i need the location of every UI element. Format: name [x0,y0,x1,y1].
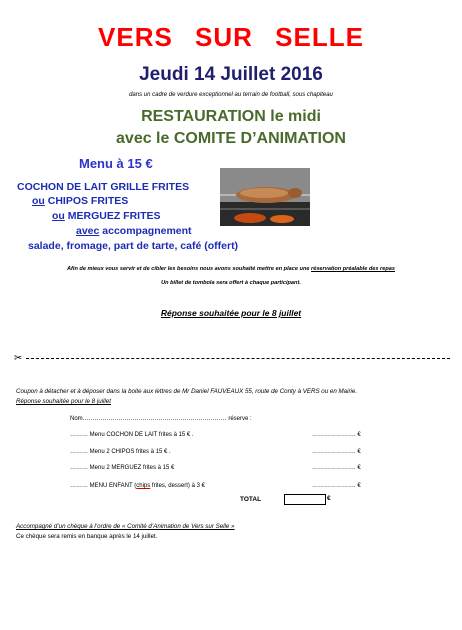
name-field[interactable]: Nom……………………………………………………………… réserve : [70,416,252,422]
amount-field-enfant[interactable]: …………………. € [312,483,361,489]
menu-or-label: ou [32,195,45,207]
menu-accompagnement-label: accompagnement [99,225,192,237]
order-enfant-chips: chips [136,483,151,489]
menu-line-chipos [32,195,128,207]
cheque-deposit-note: Ce chèque sera remis en banque après le 14 juillet. [16,533,158,540]
menu-line-accompagnement [76,225,192,237]
menu-or-label: ou [52,210,65,222]
amount-field-merguez[interactable]: …………………. € [312,465,361,471]
amount-field-cochon[interactable]: …………………. € [312,432,361,438]
venue-text: dans un cadre de verdure exceptionnel au terrain de football, sous chapiteau [129,92,333,98]
menu-price: Menu à 15 € [79,156,153,171]
coupon-deadline: Réponse souhaitée pour le 8 juillet [16,398,111,405]
comite-heading: avec le COMITE D’ANIMATION [116,130,346,147]
order-enfant[interactable] [70,483,205,489]
scissors-icon: ✂ [14,353,23,364]
response-deadline: Réponse souhaitée pour le 8 juillet [160,308,302,318]
reservation-note-emphasis: réservation préalable des repas [311,266,395,272]
menu-merguez-label: MERGUEZ FRITES [64,210,161,222]
menu-chipos-label: CHIPOS FRITES [44,195,129,207]
order-enfant-rest: frites, dessert) à 3 € [150,483,205,489]
order-merguez[interactable]: ……… Menu 2 MERGUEZ frites à 15 € [70,465,175,471]
total-label: TOTAL [240,496,262,503]
menu-line-cochon: COCHON DE LAIT GRILLE FRITES [17,181,190,193]
total-currency: € [327,495,331,502]
order-enfant-label: ……… MENU ENFANT ( [70,483,137,489]
amount-field-chipos[interactable]: …………………. € [312,449,361,455]
order-chipos[interactable]: ……… Menu 2 CHIPOS frites à 15 € . [70,449,171,455]
tombola-note: Un billet de tombola sera offert à chaque participant. [161,280,301,286]
page-title: VERS SUR SELLE [98,22,364,52]
total-input[interactable] [284,494,326,505]
restauration-heading: RESTAURATION le midi [141,108,321,125]
reservation-note [0,266,462,272]
menu-avec-label: avec [76,225,100,237]
order-cochon[interactable]: ……… Menu COCHON DE LAIT frites à 15 € . [70,432,194,438]
coupon-instructions: Coupon à détacher et à déposer dans la boite aux lettres de Mr Daniel FAUVEAUX 55, route de Conty à VERS ou en Mairie. [16,388,358,395]
event-date: Jeudi 14 Juillet 2016 [139,64,323,85]
menu-line-merguez [52,210,161,222]
menu-line-extras: salade, fromage, part de tarte, café (offert) [28,240,239,252]
cheque-instructions: Accompagné d’un chèque à l’ordre de « Comité d’Animation de Vers sur Selle » [16,523,235,530]
cut-line [26,358,450,359]
roast-pig-photo [220,168,310,226]
reservation-note-text: Afin de mieux vous servir et de cibler les besoins nous avons souhaité mettre en place une [67,266,312,272]
